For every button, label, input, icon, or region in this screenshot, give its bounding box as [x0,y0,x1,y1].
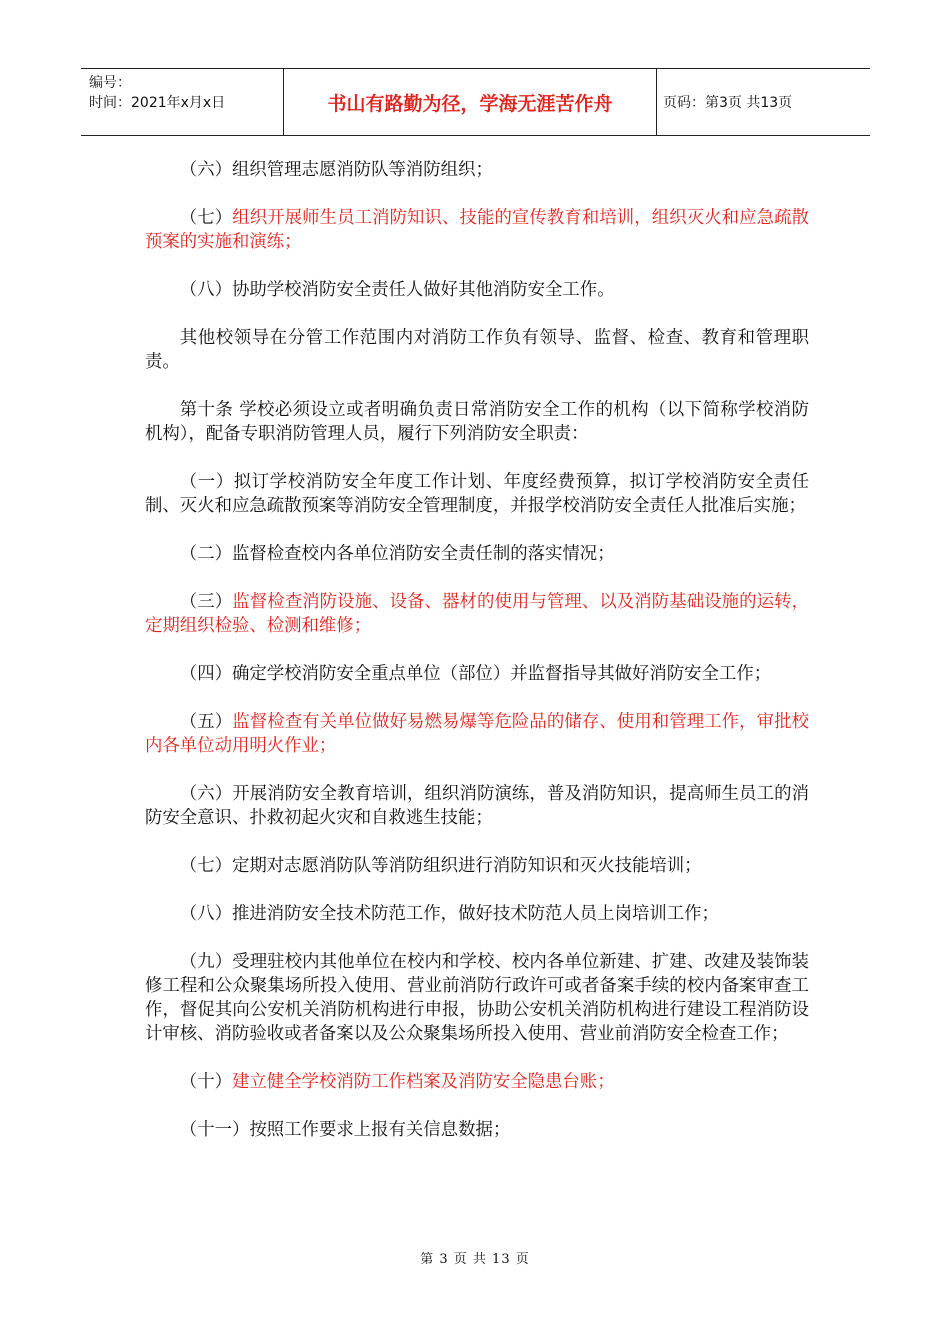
paragraph [145,206,809,254]
paragraph-number: （十一） [179,1120,250,1140]
paragraph-text: 组织管理志愿消防队等消防组织； [231,160,493,180]
paragraph-text: 监督检查校内各单位消防安全责任制的落实情况； [231,544,615,564]
paragraph-text-highlighted: 监督检查消防设施、设备、器材的使用与管理、以及消防基础设施的运转，定期组织检验、检测和维修； [145,592,809,636]
paragraph [145,158,809,182]
paragraph-text: 确定学校消防安全重点单位（部位）并监督指导其做好消防安全工作； [231,664,772,684]
paragraph-number: （三） [179,592,233,612]
document-time-label: 时间：2021年x月x日 [89,95,226,111]
paragraph-text: 协助学校消防安全责任人做好其他消防安全工作。 [231,280,615,300]
paragraph-text: 推进消防安全技术防范工作，做好技术防范人员上岗培训工作； [231,904,719,924]
paragraph [145,1070,809,1094]
paragraph-text: 按照工作要求上报有关信息数据； [249,1120,511,1140]
paragraph-number: （六） [179,160,232,180]
paragraph [145,398,809,446]
paragraph [145,278,809,302]
paragraph [145,470,809,518]
page-footer: 第 3 页 共 13 页 [420,1252,530,1267]
paragraph-number: （九） [179,952,233,972]
paragraph-text-highlighted: 建立健全学校消防工作档案及消防安全隐患台账； [231,1072,615,1092]
paragraph-text: 开展消防安全教育培训，组织消防演练，普及消防知识，提高师生员工的消防安全意识、扑救初起火灾和自救逃生技能； [145,784,809,828]
paragraph-number: （八） [179,280,232,300]
paragraph [145,590,809,638]
paragraph-number: （四） [179,664,232,684]
paragraph-number: （二） [179,544,232,564]
header-meta [81,69,284,135]
paragraph [145,854,809,878]
paragraph [145,662,809,686]
paragraph [145,542,809,566]
page-header [81,68,870,136]
paragraph-number: （一） [179,472,234,492]
paragraph-number: （六） [179,784,233,804]
document-number-label: 编号： [89,75,131,91]
paragraph-number: （五） [179,712,233,732]
paragraph [145,782,809,830]
paragraph-text-highlighted: 监督检查有关单位做好易燃易爆等危险品的储存、使用和管理工作，审批校内各单位动用明火作业； [145,712,809,756]
paragraph-number: （七） [179,856,232,876]
header-motto: 书山有路勤为径，学海无涯苦作舟 [284,69,657,135]
paragraph-text: 受理驻校内其他单位在校内和学校、校内各单位新建、扩建、改建及装饰装修工程和公众聚集场所投入使用、营业前消防行政许可或者备案手续的校内备案审查工作，督促其向公安机关消防机构进行申报，协助公安机关消防机构进行建设工程消防设计审核、消防验收或者备案以及公众聚集场所投入使用、营业前消防安全检查工作； [145,952,809,1044]
paragraph-number: （十） [179,1072,232,1092]
paragraph-number: （七） [179,208,233,228]
paragraph-number: （八） [179,904,232,924]
paragraph-text-highlighted: 组织开展师生员工消防知识、技能的宣传教育和培训，组织灭火和应急疏散预案的实施和演练； [145,208,809,252]
paragraph [145,902,809,926]
paragraph [145,710,809,758]
paragraph [145,1118,809,1142]
header-page-info: 页码：第3页 共13页 [663,95,793,111]
paragraph [145,950,809,1046]
paragraph [145,326,809,374]
document-body [145,158,809,1166]
paragraph-text: 拟订学校消防安全年度工作计划、年度经费预算，拟订学校消防安全责任制、灭火和应急疏散预案等消防安全管理制度，并报学校消防安全责任人批准后实施； [145,472,809,516]
paragraph-text: 第十条 学校必须设立或者明确负责日常消防安全工作的机构（以下简称学校消防机构），配备专职消防管理人员，履行下列消防安全职责： [145,400,809,444]
paragraph-text: 其他校领导在分管工作范围内对消防工作负有领导、监督、检查、教育和管理职责。 [145,328,809,372]
paragraph-text: 定期对志愿消防队等消防组织进行消防知识和灭火技能培训； [231,856,702,876]
